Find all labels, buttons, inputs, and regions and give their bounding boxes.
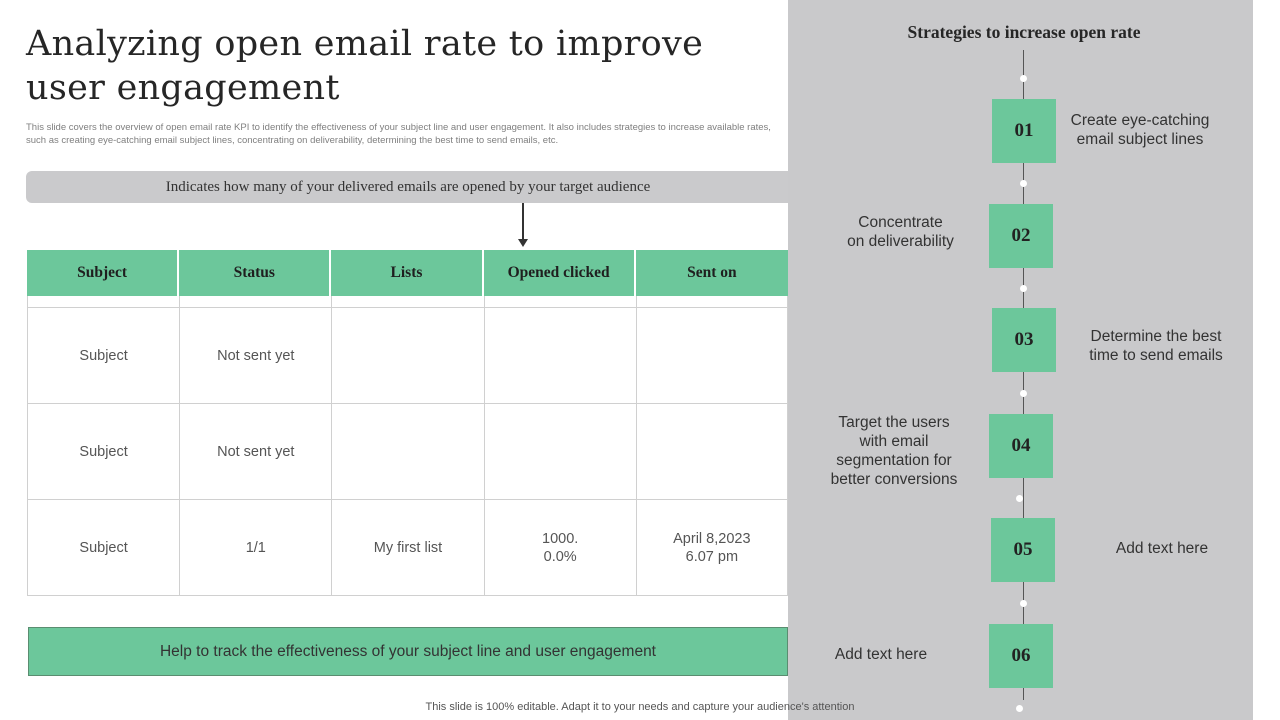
step-05-badge: 05 xyxy=(991,518,1055,582)
cell-text: Subject xyxy=(79,347,128,364)
step-04-text: Target the users with email segmentation for better conversions xyxy=(830,414,958,488)
disclaimer-text: This slide is 100% editable. Adapt it to your needs and capture your audience's attention xyxy=(425,701,855,713)
timeline-dot xyxy=(1020,390,1027,397)
step-05-text: Add text here xyxy=(1115,540,1209,557)
timeline-dot xyxy=(1020,75,1027,82)
table-cell xyxy=(331,308,483,404)
table-cell xyxy=(27,308,179,404)
step-02-badge: 02 xyxy=(989,204,1053,268)
slide-subtitle: This slide covers the overview of open email rate KPI to identify the effectiveness of your subject line and user engagement. It also includes strategies to increase available rates, such as creating eye-catching email subject lines, concentrating on deliverability, determining the best time to send emails, etc. xyxy=(26,122,771,146)
step-01-badge: 01 xyxy=(992,99,1056,163)
summary-box: Help to track the effectiveness of your subject line and user engagement xyxy=(28,627,788,676)
table-cell xyxy=(484,308,636,404)
header-status: Status xyxy=(179,250,331,296)
table-row xyxy=(27,500,788,596)
step-03-text: Determine the best time to send emails xyxy=(1089,328,1223,364)
email-table xyxy=(27,250,788,596)
arrow-down-icon xyxy=(518,239,528,247)
step-03-badge: 03 xyxy=(992,308,1056,372)
cell-text: April 8,2023 xyxy=(673,530,751,547)
strategies-title: Strategies to increase open rate xyxy=(907,22,1141,42)
arrow-line xyxy=(522,203,524,241)
table-cell xyxy=(27,404,179,500)
cell-text: Subject xyxy=(79,539,128,556)
cell-text: 1/1 xyxy=(245,539,266,556)
header-sent-on: Sent on xyxy=(636,250,788,296)
table-cell xyxy=(27,500,179,596)
table-cell xyxy=(484,404,636,500)
table-row xyxy=(27,404,788,500)
timeline-dot xyxy=(1020,180,1027,187)
timeline-dot xyxy=(1020,285,1027,292)
table-cell xyxy=(179,500,331,596)
timeline-dot xyxy=(1016,495,1023,502)
cell-text-line2: 0.0% xyxy=(543,548,577,565)
cell-text: My first list xyxy=(373,539,443,556)
cell-text: 1000. xyxy=(542,530,579,547)
table-cell xyxy=(484,500,636,596)
table-cell xyxy=(636,500,788,596)
step-06-badge: 06 xyxy=(989,624,1053,688)
cell-text: Not sent yet xyxy=(217,347,295,364)
cell-text: Subject xyxy=(79,443,128,460)
table-cell xyxy=(331,500,483,596)
cell-text-line2: 6.07 pm xyxy=(685,548,739,565)
table-cell xyxy=(179,404,331,500)
step-06-text: Add text here xyxy=(834,646,928,663)
step-02-text: Concentrate on deliverability xyxy=(847,214,954,250)
table-spacer xyxy=(27,296,788,308)
table-cell xyxy=(636,404,788,500)
strategies-panel xyxy=(788,0,1253,720)
table-cell xyxy=(331,404,483,500)
cell-text: Not sent yet xyxy=(217,443,295,460)
table-cell xyxy=(179,308,331,404)
header-opened-clicked: Opened clicked xyxy=(484,250,636,296)
table-header xyxy=(27,250,788,296)
timeline-dot xyxy=(1020,600,1027,607)
header-lists: Lists xyxy=(331,250,483,296)
header-subject: Subject xyxy=(27,250,179,296)
slide-title: Analyzing open email rate to improve user engagement xyxy=(26,24,704,108)
definition-banner: Indicates how many of your delivered emails are opened by your target audience xyxy=(26,171,810,203)
table-row xyxy=(27,308,788,404)
step-04-badge: 04 xyxy=(989,414,1053,478)
step-01-text: Create eye-catching email subject lines xyxy=(1070,112,1210,148)
table-cell xyxy=(636,308,788,404)
